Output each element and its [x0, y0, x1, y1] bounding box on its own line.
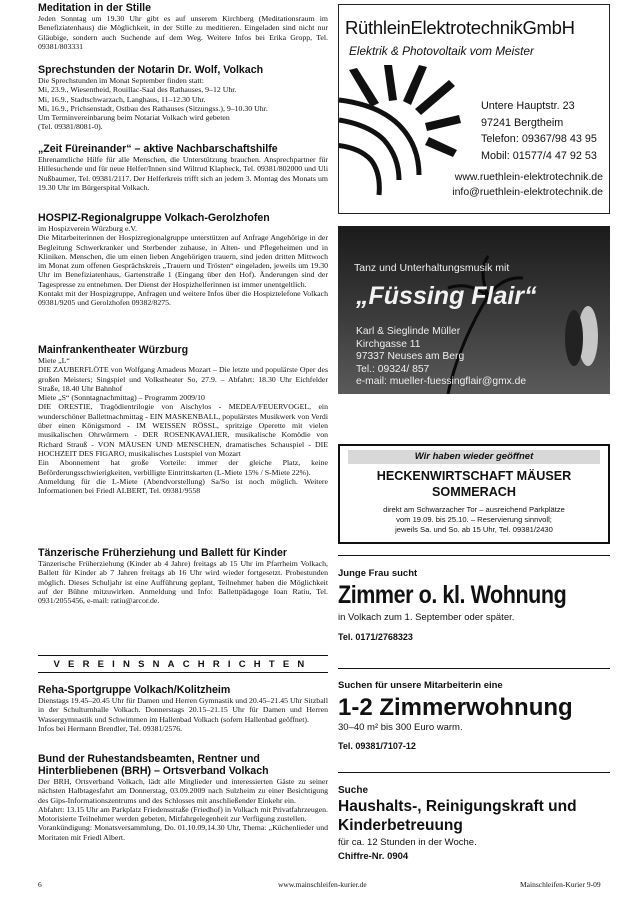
ad-fuessing-flair: [338, 226, 610, 394]
website-link[interactable]: www.ruethlein-elektrotechnik.de: [454, 171, 603, 183]
article-meditation: [38, 2, 328, 51]
fuessing-contact: [356, 326, 526, 389]
haushalt-detail: für ca. 12 Stunden in der Woche.: [338, 837, 477, 848]
contact-phone: Tel.: 09324/ 857: [356, 363, 430, 375]
ad-haushalt: [338, 772, 610, 862]
wohnung2-intro: Suchen für unsere Mitarbeiterin eine: [338, 680, 503, 691]
wohnung1-intro: Junge Frau sucht: [338, 568, 418, 579]
phone: Telefon: 09367/98 43 95: [481, 133, 597, 145]
article-title: HOSPIZ-Regionalgruppe Volkach-Gerolzhofen: [38, 212, 270, 224]
ad-wohnung-1: [338, 555, 610, 642]
contact-web: [452, 170, 603, 200]
haushalt-headline: Haushalts-, Reinigungskraft und Kinderbetreuung: [338, 798, 577, 834]
fuessing-intro: Tanz und Unterhaltungsmusik mit: [354, 262, 510, 274]
address-block: [481, 98, 597, 164]
ad-wohnung-2: [338, 668, 610, 751]
wohnung2-detail: 30–40 m² bis 300 Euro warm.: [338, 722, 463, 733]
address-city: 97241 Bergtheim: [481, 116, 564, 129]
haushalt-intro: Suche: [338, 785, 369, 796]
article-body: Die Sprechstunden im Monat September finden statt: Mi, 23.9., Wiesentheid, Rouillac-Saal des Rathauses, 9–12 Uhr. Mi, 16.9., Stadtschwarzach, Langhaus, 11–12.30 Uhr. Mi, 16.9., Prichsenstadt, Ostbau des Rathauses (Sitzungss.), 9–10.30 Uhr. Um Terminvereinbarung beim Notariat Volkach wird gebeten (Tel. 09381/8081-0).: [38, 76, 268, 132]
ad-body: [339, 65, 610, 214]
wohnung1-phone: Tel. 0171/2768323: [338, 632, 413, 642]
article-reha: [38, 684, 328, 733]
article-nachbarschaftshilfe: [38, 143, 328, 192]
email-link[interactable]: info@ruethlein-elektrotechnik.de: [452, 186, 603, 198]
article-notarin: [38, 64, 328, 132]
section-header: VEREINSNACHRICHTEN: [53, 658, 313, 670]
footer-website[interactable]: www.mainschleifen-kurier.de: [278, 880, 367, 889]
article-body: Tänzerische Früherziehung (Kinder ab 4 Jahre) freitags ab 15 Uhr im Pfarrheim Volkach, Ballett für Kinder ab 7 Jahren freitags ab 16 Uhr wird wieder fortgesetzt. Probestunden möglich. Dieses Schuljahr ist eine Aufführung geplant, Teilnehmer haben die Möglichkeit auf der Bühne mitzuwirken. Anmeldung und Info: Ballettpädagoge Ioan Ratiu, Tel. 0931/2055456, e-mail: ratiu@arcor.de.: [38, 559, 328, 606]
article-body: Dienstags 19.45–20.45 Uhr für Damen und Herren Gymnastik und 20.45–21.45 Uhr Sitzball in der Schulturnhalle Volkach. Donnerstags 20.15–21.15 Uhr für Damen und Herren Wassergymnastik und Schwimmen im Hallenbad Volkach (sofern Hallenbad geöffnet). Infos bei Hermann Brendler, Tel. 09381/2576.: [38, 696, 328, 733]
contact-name: Karl & Sieglinde Müller: [356, 326, 461, 337]
ad-heckenwirtschaft: [338, 444, 610, 544]
article-body: Ehrenamtliche Hilfe für alle Menschen, die Unterstützung brauchen. Ansprechpartner für Hillesuchende und für neue Helfer/Innen sind Wiltrud Klapheck, Tel. 09381/802000 und Uli Nußbaumer, Tel. 09381/2117. Der Helferkreis trifft sich an jedem 3. Montag des Monats um 19.30 Uhr im Bürgerspital Volkach.: [38, 155, 328, 192]
contact-city: 97337 Neuses am Berg: [356, 351, 465, 362]
article-brh: [38, 753, 328, 842]
article-title: Mainfrankentheater Würzburg: [38, 344, 189, 356]
contact-email[interactable]: e-mail: mueller-fuessingflair@gmx.de: [356, 376, 527, 387]
section-header-bar: [38, 655, 328, 673]
article-theater: [38, 344, 328, 495]
article-title: Bund der Ruhestandsbeamten, Rentner und Hinterbliebenen (BRH) – Ortsverband Volkach: [38, 753, 269, 777]
wohnung1-detail: in Volkach zum 1. September oder später.: [338, 612, 515, 623]
article-title: Sprechstunden der Notarin Dr. Wolf, Volkach: [38, 64, 264, 76]
address-street: Untere Hauptstr. 23: [481, 100, 575, 112]
wohnung1-headline: Zimmer o. kl. Wohnung: [338, 581, 567, 609]
page-number: 6: [38, 880, 42, 889]
hecken-name: [340, 468, 608, 500]
hecken-name-line1: HECKENWIRTSCHAFT MÄUSER: [376, 469, 572, 483]
hecken-name-line2: SOMMERACH: [432, 485, 516, 499]
article-body: Miete „L“ DIE ZAUBERFLÖTE von Wolfgang Amadeus Mozart – Die letzte und populärste Oper des großen Meisters; Singspiel und Volkstheater So, 27.9. – Abfahrt: 18.30 Uhr Eichfelder Straße, 18.40 Uhr Bahnhof Miete „S“ (Sonntagnachmittag) – Programm 2009/10 DIE ORESTIE, Tragödientrilogie von Aischylos - MEDEA/FEUERVOGEL, ein wunderschöner Ballettnachmittag - EIN MASKENBALL, populärstes Musikwerk von Verdi über einen Königsmord - IM WEISSEN RÖSSL, spritzige Operette mit vielen musikalischen Ohrwürmern - DER ROSENKAVALIER, musikalische Komödie von Richard Strauß - VON MÄUSEN UND MENSCHEN, dramatisches Schauspiel - DIE HOCHZEIT DES FIGARO, musikalisches Lustspiel von Mozart Ein Abonnement hat große Vorteile: immer der gleiche Platz, keine Beförderungsschwierigkeiten, verbilligte Eintrittskarten (L-Miete 15% / S-Miete 22%). Anmeldung für die L-Miete (Abendvorstellung) Sa/So ist noch möglich. Weitere Informationen bei Friedl ALBERT, Tel. 09381/9558: [38, 356, 328, 496]
article-title: Tänzerische Früherziehung und Ballett für Kinder: [38, 547, 287, 559]
article-title: Reha-Sportgruppe Volkach/Kolitzheim: [38, 684, 231, 696]
article-ballett: [38, 547, 328, 605]
company-tagline: Elektrik & Photovoltaik vom Meister: [349, 44, 534, 58]
article-body: im Hospizverein Würzburg e.V. Die Mitarbeiterinnen der Hospizregionalgruppe unterstützen auf Anfrage Angehörige in der Begleitung Schwerkranker und Sterbender zuhause, in Alten- und Pflegeheimen und in Kliniken. Menschen, die um einen lieben Angehörigen trauern, sind jeden dritten Mittwoch im Monat zum offenen Gesprächskreis „Trauern und Trösten“ eingeladen, jeweils um 19.30 Uhr im Benefiziatenhaus, Gartenstraße 1 (Eingang über den Hof). Änderungen sind der Tagespresse zu entnehmen. Der Dienst der Hospizhelferinnen ist immer unentgeltlich. Kontakt mit der Hospizgruppe, Anfragen und weitere Infos über die Hospiztelefone Volkach 09381/9205 und Gerolzhofen 09382/8275.: [38, 224, 328, 308]
article-hospiz: [38, 212, 328, 308]
wohnung2-phone: Tel. 09381/7107-12: [338, 741, 416, 751]
article-body: Jeden Sonntag um 19.30 Uhr gibt es auf unserem Kirchberg (Meditationsraum im Benefiziatenhaus) die Möglichkeit, in der Stille zu meditieren. Eingeladen sind nicht nur Gläubige, sondern auch Suchende auf dem Weg. Weitere Infos bei Erika Gropp, Tel. 09381/803331: [38, 14, 328, 51]
hecken-details: direkt am Schwarzacher Tor – ausreichend Parkplätze vom 19.09. bis 25.10. – Reservierung sinnvoll; jeweils Sa. und So. ab 15 Uhr, Tel. 09381/2430: [383, 505, 565, 534]
mobile: Mobil: 01577/4 47 92 53: [481, 149, 597, 162]
ad-ruethlein: [338, 4, 610, 214]
article-body: Der BRH, Ortsverband Volkach, lädt alle Mitglieder und interessierten Gäste zu seiner nächsten Halbtagesfahrt am Donnerstag, 03.09.2009 nach Sulzheim zu einer Besichtigung des Gips-Informationszentrums und des Schlosses mit anschließender Einkehr ein. Abfahrt: 13.15 Uhr am Parkplatz Friedensstraße (Friedhof) in Volkach mit Privatfahrzeugen. Motorisierte Teilnehmer werden gebeten, Mitfahrgelegenheit zur Verfügung zustellen. Vorankündigung: Monatsversammlung, Do. 01.10.09,14.30 Uhr, Thema: „Küchenlieder und Moritaten mit Friedl Albert.: [38, 777, 328, 842]
article-title: Meditation in der Stille: [38, 2, 152, 14]
footer-issue: Mainschleifen-Kurier 9-09: [520, 880, 601, 889]
company-name: RüthleinElektrotechnikGmbH: [345, 17, 575, 38]
hecken-intro: Wir haben wieder geöffnet: [348, 450, 600, 464]
haushalt-chiffre: Chiffre-Nr. 0904: [338, 851, 409, 862]
article-title: „Zeit Füreinander“ – aktive Nachbarschaftshilfe: [38, 143, 278, 155]
contact-street: Kirchgasse 11: [356, 338, 421, 350]
fuessing-name: „Füssing Flair“: [356, 282, 537, 310]
wohnung2-headline: 1-2 Zimmerwohnung: [338, 694, 573, 721]
